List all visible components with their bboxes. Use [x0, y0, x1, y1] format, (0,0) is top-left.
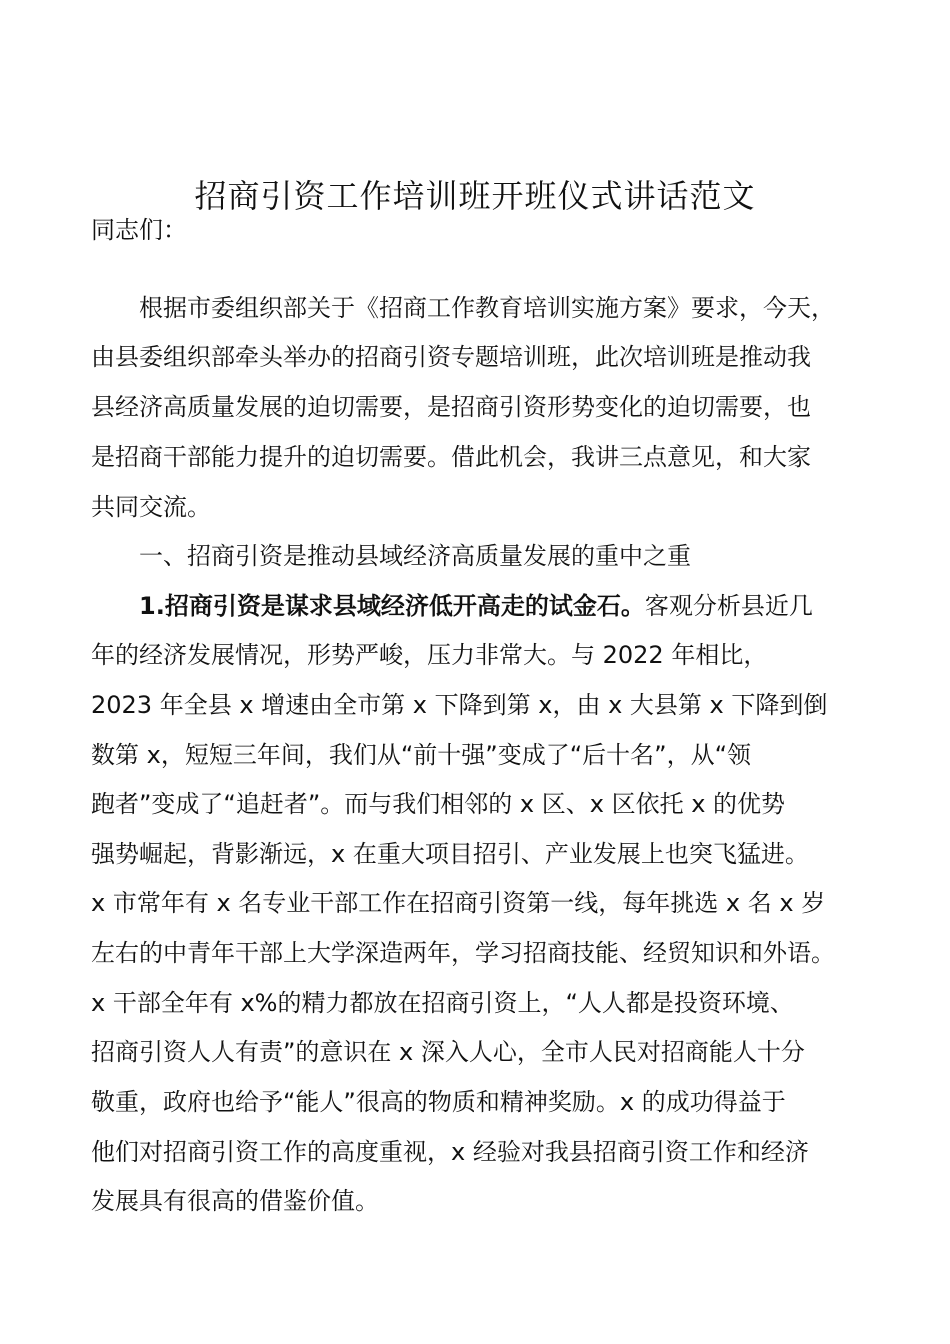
point-text: 客观分析县近几 [644, 592, 813, 620]
paragraph-line: 他们对招商引资工作的高度重视，x 经验对我县招商引资工作和经济 [91, 1138, 809, 1166]
document-title: 招商引资工作培训班开班仪式讲话范文 [194, 177, 756, 215]
salutation: 同志们： [91, 216, 187, 244]
paragraph-line: 敬重，政府也给予“能人”很高的物质和精神奖励。x 的成功得益于 [91, 1088, 786, 1116]
paragraph-line: 跑者”变成了“追赶者”。而与我们相邻的 x 区、x 区依托 x 的优势 [91, 790, 786, 818]
paragraph-line: 共同交流。 [91, 493, 211, 521]
paragraph-line: 左右的中青年干部上大学深造两年，学习招商技能、经贸知识和外语。 [91, 939, 835, 967]
point-heading: 1.招商引资是谋求县域经济低开高走的试金石。 [139, 592, 645, 620]
paragraph-line: 根据市委组织部关于《招商工作教育培训实施方案》要求，今天， [139, 294, 835, 322]
paragraph-line: 年的经济发展情况，形势严峻，压力非常大。与 2022 年相比， [91, 641, 768, 669]
paragraph-line: 发展具有很高的借鉴价值。 [91, 1187, 379, 1215]
paragraph-line: 数第 x，短短三年间，我们从“前十强”变成了“后十名”，从“领 [91, 741, 751, 769]
paragraph-line: 强势崛起，背影渐远，x 在重大项目招引、产业发展上也突飞猛进。 [91, 840, 809, 868]
paragraph-line: 是招商干部能力提升的迫切需要。借此机会，我讲三点意见，和大家 [91, 443, 811, 471]
point-first-line [139, 589, 813, 623]
paragraph-line: 县经济高质量发展的迫切需要，是招商引资形势变化的迫切需要，也 [91, 393, 811, 421]
paragraph-line: 由县委组织部牵头举办的招商引资专题培训班，此次培训班是推动我 [91, 343, 811, 371]
paragraph-line: 招商引资人人有责”的意识在 x 深入人心，全市人民对招商能人十分 [91, 1038, 805, 1066]
paragraph-line: x 干部全年有 x%的精力都放在招商引资上，“人人都是投资环境、 [91, 989, 794, 1017]
section-heading: 一、招商引资是推动县域经济高质量发展的重中之重 [139, 542, 691, 570]
paragraph-line: 2023 年全县 x 增速由全市第 x 下降到第 x，由 x 大县第 x 下降到倒 [91, 691, 828, 719]
paragraph-line: x 市常年有 x 名专业干部工作在招商引资第一线，每年挑选 x 名 x 岁 [91, 889, 826, 917]
